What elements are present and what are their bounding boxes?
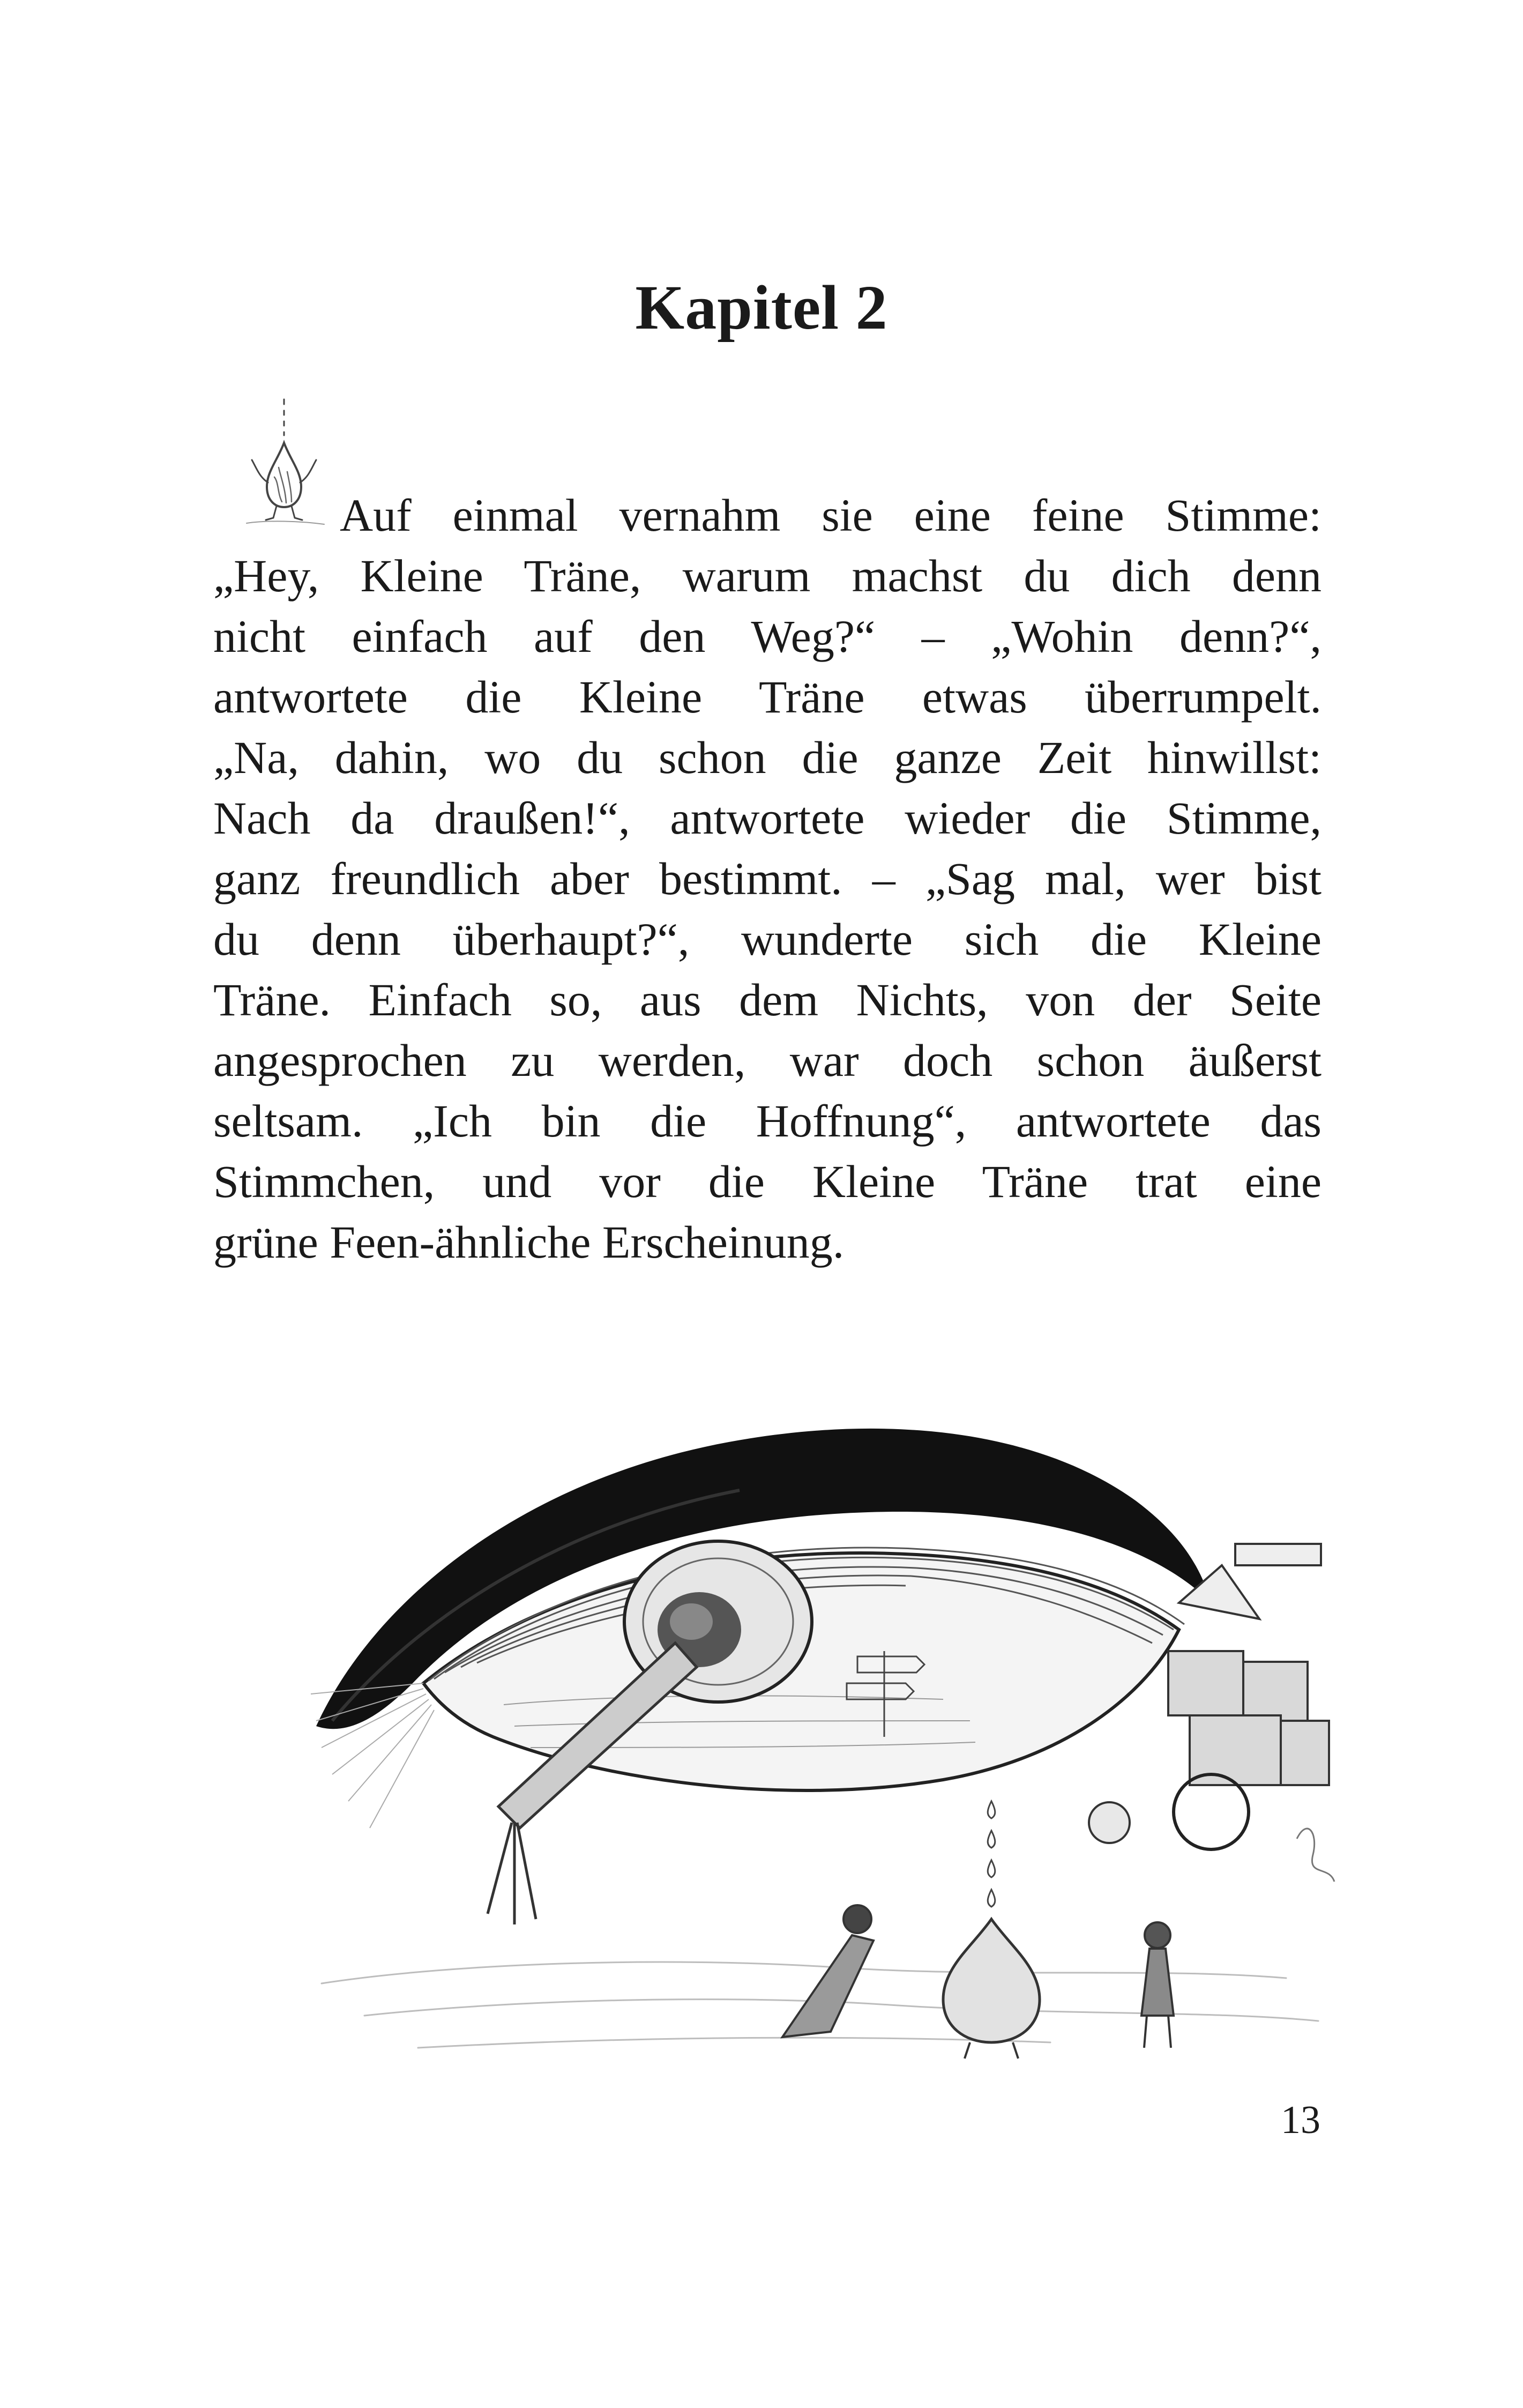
text-line: Träne. Einfach so, aus dem Nichts, von der Seite [213,974,1322,1025]
text-line: ganz freundlich aber bestimmt. – „Sag mal, wer bist [213,853,1322,904]
text-line: nicht einfach auf den Weg?“ – „Wohin denn?“, [213,611,1322,662]
text-line: seltsam. „Ich bin die Hoffnung“, antwortete das [213,1095,1322,1147]
text-line: Stimmchen, und vor die Kleine Träne trat eine [213,1156,1322,1207]
text-line: „Na, dahin, wo du schon die ganze Zeit hinwillst: [213,732,1322,783]
text-line: angesprochen zu werden, war doch schon äußerst [213,1035,1322,1086]
text-line: „Hey, Kleine Träne, warum machst du dich denn [213,550,1322,601]
page-number: 13 [1281,2098,1320,2142]
text-line: du denn überhaupt?“, wunderte sich die Kleine [213,913,1322,965]
eye-sketch-illustration [300,1351,1367,2064]
text-line: antwortete die Kleine Träne etwas überrumpelt. [213,671,1322,723]
text-line: Nach da draußen!“, antwortete wieder die Stimme, [213,792,1322,844]
text-line: Auf einmal vernahm sie eine feine Stimme: [340,489,1322,541]
chapter-title: Kapitel 2 [635,272,888,343]
text-line: grüne Feen-ähnliche Erscheinung. [213,1216,845,1268]
body-paragraph [213,485,1322,1273]
